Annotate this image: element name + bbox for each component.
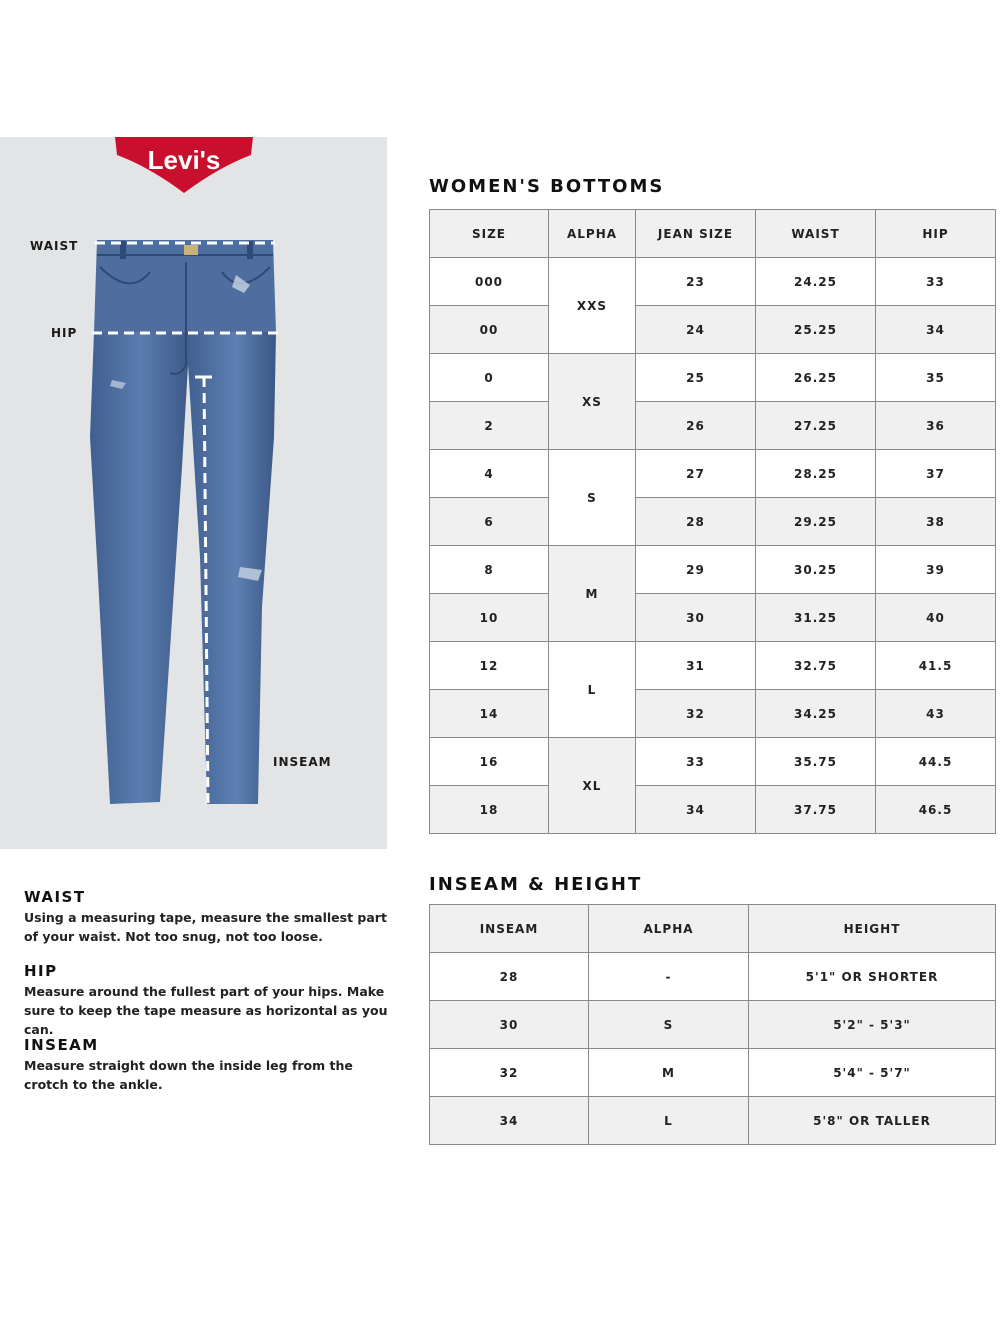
jean-size-cell: 32 — [636, 690, 756, 738]
size-cell: 000 — [430, 258, 549, 306]
alpha-cell: L — [589, 1097, 749, 1145]
table-row — [430, 1001, 996, 1049]
jean-size-cell: 33 — [636, 738, 756, 786]
inseam-table — [429, 904, 996, 1145]
alpha-cell: L — [549, 642, 636, 738]
height-cell: 5'4" - 5'7" — [749, 1049, 996, 1097]
guide-hip-text: Measure around the fullest part of your hips. Make sure to keep the tape measure as horizontal as you can. — [24, 984, 388, 1037]
table-row — [430, 546, 996, 594]
hip-cell: 46.5 — [876, 786, 996, 834]
waist-cell: 31.25 — [756, 594, 876, 642]
jean-size-cell: 26 — [636, 402, 756, 450]
waist-cell: 30.25 — [756, 546, 876, 594]
bottoms-header-row — [430, 210, 996, 258]
header-hip: HIP — [876, 210, 996, 258]
jean-size-cell: 23 — [636, 258, 756, 306]
jean-size-cell: 29 — [636, 546, 756, 594]
size-cell: 8 — [430, 546, 549, 594]
alpha-cell: S — [549, 450, 636, 546]
table-row — [430, 450, 996, 498]
table-row — [430, 953, 996, 1001]
inseam-cell: 30 — [430, 1001, 589, 1049]
header-size: SIZE — [430, 210, 549, 258]
guide-waist-text: Using a measuring tape, measure the smallest part of your waist. Not too snug, not too loose. — [24, 910, 387, 944]
registered-mark: R — [233, 139, 239, 148]
hip-cell: 39 — [876, 546, 996, 594]
height-cell: 5'8" OR TALLER — [749, 1097, 996, 1145]
table-row — [430, 402, 996, 450]
hip-cell: 43 — [876, 690, 996, 738]
table-row — [430, 1049, 996, 1097]
hip-cell: 41.5 — [876, 642, 996, 690]
table-row — [430, 306, 996, 354]
hip-label: HIP — [51, 326, 78, 340]
inseam-cell: 32 — [430, 1049, 589, 1097]
hip-cell: 38 — [876, 498, 996, 546]
table-row — [430, 642, 996, 690]
guide-hip-title: HIP — [24, 962, 58, 980]
header-inseam: INSEAM — [430, 905, 589, 953]
guide-waist-title: WAIST — [24, 888, 86, 906]
size-cell: 6 — [430, 498, 549, 546]
header-alpha: ALPHA — [589, 905, 749, 953]
waist-cell: 32.75 — [756, 642, 876, 690]
table-row — [430, 258, 996, 306]
table-row — [430, 738, 996, 786]
logo-text: Levi's — [147, 145, 221, 175]
header-height: HEIGHT — [749, 905, 996, 953]
alpha-cell: M — [549, 546, 636, 642]
guide-waist — [24, 888, 394, 946]
size-cell: 12 — [430, 642, 549, 690]
jean-size-cell: 24 — [636, 306, 756, 354]
jean-size-cell: 28 — [636, 498, 756, 546]
hip-cell: 44.5 — [876, 738, 996, 786]
size-cell: 10 — [430, 594, 549, 642]
table-row — [430, 594, 996, 642]
waist-cell: 29.25 — [756, 498, 876, 546]
jean-size-cell: 25 — [636, 354, 756, 402]
waist-cell: 24.25 — [756, 258, 876, 306]
waist-cell: 35.75 — [756, 738, 876, 786]
bottoms-table — [429, 209, 996, 834]
guide-inseam-text: Measure straight down the inside leg from the crotch to the ankle. — [24, 1058, 353, 1092]
table-row — [430, 1097, 996, 1145]
hip-cell: 37 — [876, 450, 996, 498]
alpha-cell: XXS — [549, 258, 636, 354]
waist-label: WAIST — [30, 239, 79, 253]
inseam-cell: 28 — [430, 953, 589, 1001]
alpha-cell: M — [589, 1049, 749, 1097]
waist-cell: 34.25 — [756, 690, 876, 738]
height-cell: 5'1" OR SHORTER — [749, 953, 996, 1001]
hip-cell: 34 — [876, 306, 996, 354]
hip-cell: 35 — [876, 354, 996, 402]
jean-size-cell: 27 — [636, 450, 756, 498]
size-cell: 16 — [430, 738, 549, 786]
alpha-cell: XL — [549, 738, 636, 834]
size-cell: 0 — [430, 354, 549, 402]
inseam-cell: 34 — [430, 1097, 589, 1145]
size-cell: 4 — [430, 450, 549, 498]
waist-cell: 28.25 — [756, 450, 876, 498]
guide-inseam — [24, 1036, 394, 1094]
size-cell: 2 — [430, 402, 549, 450]
header-alpha: ALPHA — [549, 210, 636, 258]
guide-inseam-title: INSEAM — [24, 1036, 99, 1054]
hip-cell: 36 — [876, 402, 996, 450]
jean-size-cell: 31 — [636, 642, 756, 690]
inseam-label: INSEAM — [273, 755, 332, 769]
size-cell: 00 — [430, 306, 549, 354]
alpha-cell: S — [589, 1001, 749, 1049]
header-waist: WAIST — [756, 210, 876, 258]
table-row — [430, 786, 996, 834]
waist-cell: 37.75 — [756, 786, 876, 834]
jean-size-cell: 34 — [636, 786, 756, 834]
guide-hip — [24, 962, 394, 1039]
table-row — [430, 354, 996, 402]
alpha-cell: XS — [549, 354, 636, 450]
hip-cell: 40 — [876, 594, 996, 642]
inseam-header-row — [430, 905, 996, 953]
inseam-title: INSEAM & HEIGHT — [429, 874, 643, 895]
size-cell: 14 — [430, 690, 549, 738]
waist-cell: 25.25 — [756, 306, 876, 354]
table-row — [430, 498, 996, 546]
height-cell: 5'2" - 5'3" — [749, 1001, 996, 1049]
hip-cell: 33 — [876, 258, 996, 306]
waist-cell: 27.25 — [756, 402, 876, 450]
alpha-cell: - — [589, 953, 749, 1001]
waist-cell: 26.25 — [756, 354, 876, 402]
bottoms-title: WOMEN'S BOTTOMS — [429, 176, 665, 197]
header-jean-size: JEAN SIZE — [636, 210, 756, 258]
jean-size-cell: 30 — [636, 594, 756, 642]
table-row — [430, 690, 996, 738]
size-cell: 18 — [430, 786, 549, 834]
